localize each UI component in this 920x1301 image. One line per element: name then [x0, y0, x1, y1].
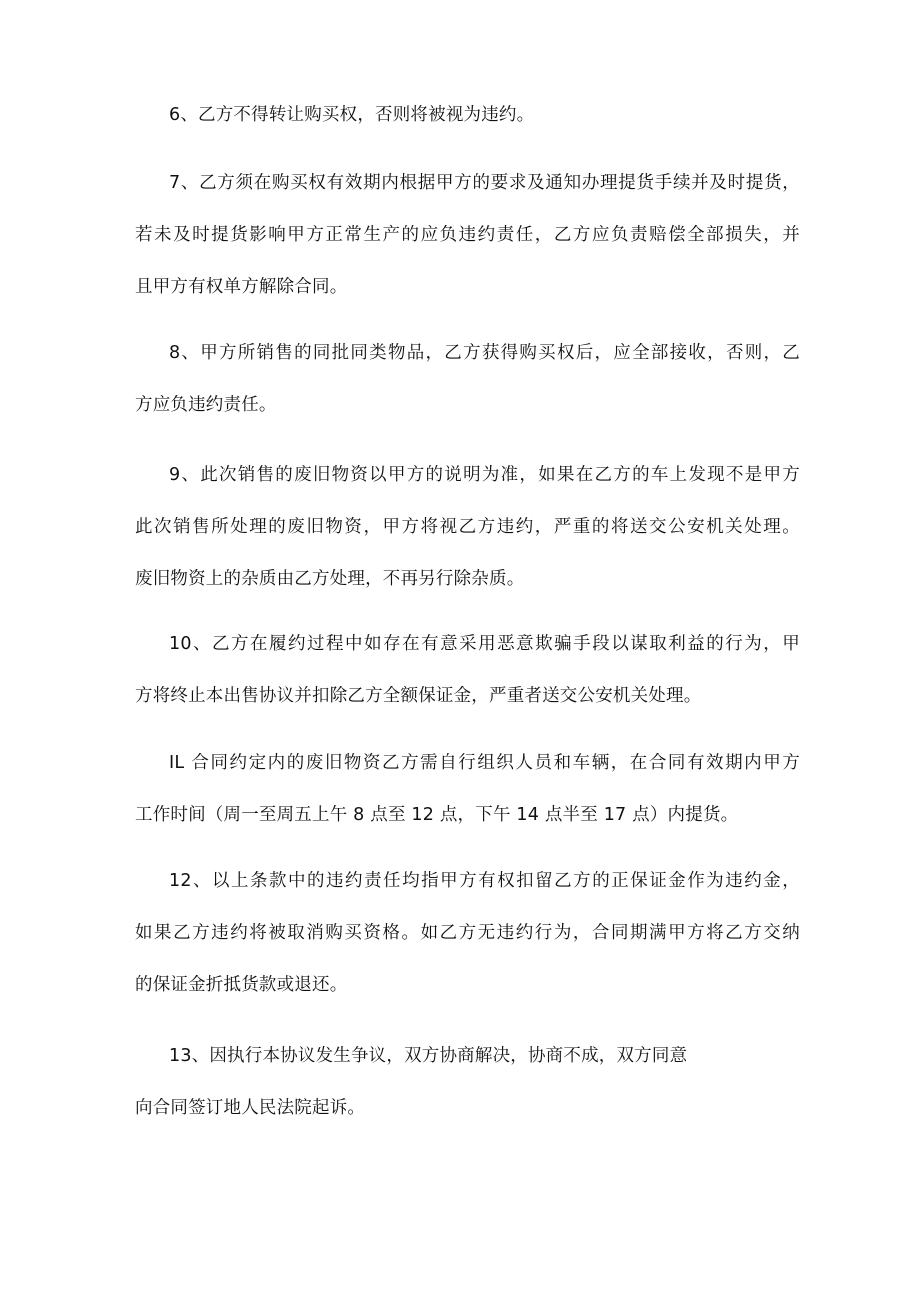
clause-line: 6、乙方不得转让购买权，否则将被视为违约。 — [169, 105, 535, 125]
clause-9 — [135, 463, 800, 591]
clause-line: 的保证金折抵货款或退还。 — [135, 975, 348, 995]
clause-line: 向合同签订地人民法院起诉。 — [135, 1098, 366, 1118]
clause-line: 此次销售所处理的废旧物资，甲方将视乙方违约，严重的将送交公安机关处理。 — [135, 517, 800, 537]
clause-line: 12、以上条款中的违约责任均指甲方有权扣留乙方的正保证金作为违约金， — [169, 871, 800, 891]
clause-line: 13、因执行本协议发生争议，双方协商解决，协商不成，双方同意 — [169, 1046, 688, 1066]
clause-line: IL 合同约定内的废旧物资乙方需自行组织人员和车辆，在合同有效期内甲方 — [169, 753, 800, 773]
clause-line: 方应负违约责任。 — [135, 395, 277, 415]
clause-line: 10、乙方在履约过程中如存在有意采用恶意欺骗手段以谋取利益的行为，甲 — [169, 634, 800, 654]
clause-line: 9、此次销售的废旧物资以甲方的说明为准，如果在乙方的车上发现不是甲方 — [169, 465, 800, 485]
clause-line: 且甲方有权单方解除合同。 — [135, 277, 348, 297]
clause-8 — [135, 341, 800, 417]
clause-line: 方将终止本出售协议并扣除乙方全额保证金，严重者送交公安机关处理。 — [135, 686, 702, 706]
clause-line: 如果乙方违约将被取消购买资格。如乙方无违约行为，合同期满甲方将乙方交纳 — [135, 923, 800, 943]
clause-13 — [135, 1044, 800, 1120]
clause-12 — [135, 869, 800, 997]
clause-11 — [135, 751, 800, 827]
clause-line: 废旧物资上的杂质由乙方处理，不再另行除杂质。 — [135, 569, 525, 589]
clause-6 — [135, 103, 800, 127]
clause-line: 7、乙方须在购买权有效期内根据甲方的要求及通知办理提货手续并及时提货， — [169, 173, 800, 193]
clause-line: 工作时间（周一至周五上午 8 点至 12 点，下午 14 点半至 17 点）内提货。 — [135, 805, 739, 825]
clause-line: 8、甲方所销售的同批同类物品，乙方获得购买权后，应全部接收，否则，乙 — [169, 343, 800, 363]
clause-7 — [135, 171, 800, 299]
clause-10 — [135, 632, 800, 708]
clause-line: 若未及时提货影响甲方正常生产的应负违约责任，乙方应负责赔偿全部损失，并 — [135, 225, 800, 245]
